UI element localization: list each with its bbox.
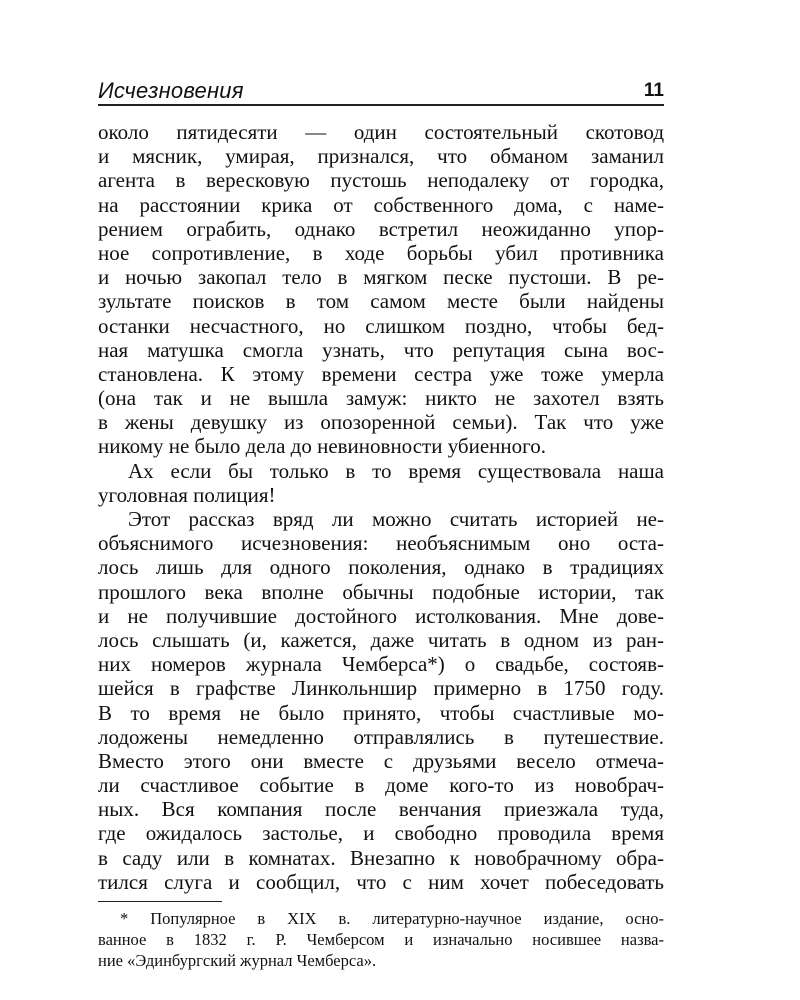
- text-line: около пятидесяти — один состоятельный скотовод: [98, 120, 664, 144]
- text-line: объяснимого исчезновения: необъяснимым оно оста-: [98, 531, 664, 556]
- footnote-line: ванное в 1832 г. Р. Чемберсом и изначально носившее назва-: [98, 930, 664, 949]
- text-line: на расстоянии крика от собственного дома, с наме-: [98, 192, 664, 217]
- text-line: лодожены немедленно отправлялись в путешествие.: [98, 724, 664, 749]
- text-line: где ожидалось застолье, и свободно проводила время: [98, 821, 664, 846]
- text-line: ная матушка смогла узнать, что репутация сына вос-: [98, 337, 664, 362]
- text-line: лось слышать (и, кажется, даже читать в одном из ран-: [98, 627, 664, 652]
- text-line: рением ограбить, однако встретил неожиданно упор-: [98, 216, 664, 241]
- text-line: В то время не было принято, чтобы счастливые мо-: [98, 700, 664, 725]
- text-line: них номеров журнала Чемберса*) о свадьбе, состояв-: [98, 652, 664, 677]
- text-line: Ах если бы только в то время существовала наша: [128, 458, 664, 483]
- text-line: ное сопротивление, в ходе борьбы убил противника: [98, 240, 664, 265]
- text-line: и мясник, умирая, признался, что обманом заманил: [98, 144, 664, 169]
- text-line: и не получившие достойного истолкования. Мне дове-: [98, 603, 664, 628]
- text-line: (она так и не вышла замуж: никто не захотел взять: [98, 386, 664, 411]
- text-line: останки несчастного, но слишком поздно, чтобы бед-: [98, 313, 664, 338]
- text-line: в саду или в комнатах. Внезапно к новобрачному обра-: [98, 845, 664, 870]
- footnote-line: ние «Эдинбургский журнал Чемберса».: [98, 951, 377, 970]
- footnote-line: * Популярное в XIX в. литературно-научное издание, осно-: [120, 909, 664, 928]
- text-line: прошлого века вполне обычны подобные истории, так: [98, 579, 664, 604]
- page-number: 11: [643, 80, 664, 101]
- text-line: в жены девушку из опозоренной семьи). Так что уже: [98, 410, 664, 435]
- book-page: [98, 78, 664, 971]
- text-line: становлена. К этому времени сестра уже тоже умерла: [98, 361, 664, 386]
- chapter-title: Исчезновения: [98, 78, 244, 103]
- text-line: шейся в графстве Линкольншир примерно в 1750 году.: [98, 676, 664, 701]
- text-line: и ночью закопал тело в мягком песке пустоши. В ре-: [98, 265, 664, 290]
- footnote: [98, 908, 664, 971]
- footnote-divider: [98, 901, 222, 902]
- body-text: [98, 120, 664, 894]
- text-line: Вместо этого они вместе с друзьями весело отмеча-: [98, 748, 664, 773]
- text-line: зультате поисков в том самом месте были найдены: [98, 289, 664, 314]
- text-line: ли счастливое событие в доме кого-то из новобрач-: [98, 773, 664, 798]
- text-line: тился слуга и сообщил, что с ним хочет побеседовать: [98, 869, 664, 894]
- running-head: [98, 78, 664, 106]
- text-line: ных. Вся компания после венчания приезжала туда,: [98, 797, 664, 822]
- text-line: агента в вересковую пустошь неподалеку от городка,: [98, 168, 664, 193]
- text-line: никому не было дела до невиновности убиенного.: [98, 434, 546, 459]
- text-line: Этот рассказ вряд ли можно считать историей не-: [128, 507, 664, 531]
- text-line: уголовная полиция!: [98, 482, 276, 507]
- text-line: лось лишь для одного поколения, однако в традициях: [98, 555, 664, 580]
